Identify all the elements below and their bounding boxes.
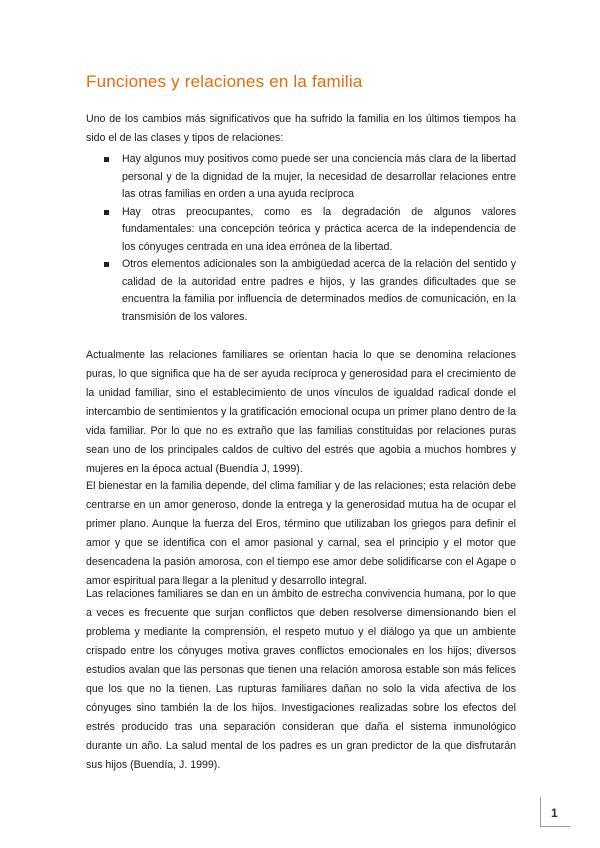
page-number: 1 xyxy=(551,806,558,820)
bullet-text: Hay otras preocupantes, como es la degradación de algunos valores fundamentales: una concepción teórica y práctica acerca de la independencia de los cónyuges centrada en una idea errónea de la libertad. xyxy=(122,205,516,253)
footer-rule-vertical xyxy=(540,797,541,827)
body-paragraph: El bienestar en la familia depende, del clima familiar y de las relaciones; esta relación debe centrarse en un amor generoso, donde la entrega y la generosidad mutua ha de ocupar el primer plano. Aunque la fuerza del Eros, término que utilizaban los griegos para definir el amor y que se identifica con el amor pasional y carnal, sea el principio y el motor que desencadena la pasión amorosa, con el tiempo ese amor debe solidificarse con el Agape o amor espiritual para llegar a la plenitud y desarrollo integral. xyxy=(86,480,516,587)
footer-rule-horizontal xyxy=(540,826,570,827)
bullet-item xyxy=(86,256,516,326)
bullet-text: Otros elementos adicionales son la ambigüedad acerca de la relación del sentido y calidad de la autoridad entre padres e hijos, y las grandes dificultades que se encuentra la familia por influencia de determinados medios de comunicación, en la transmisión de los valores. xyxy=(122,258,516,323)
intro-paragraph: Uno de los cambios más significativos que ha sufrido la familia en los últimos tiempos ha sido el de las clases y tipos de relaciones: xyxy=(86,113,516,144)
square-bullet-icon xyxy=(104,210,109,215)
bullet-list xyxy=(86,151,516,326)
page-title: Funciones y relaciones en la familia xyxy=(86,72,363,91)
square-bullet-icon xyxy=(104,262,109,267)
body-paragraph: Las relaciones familiares se dan en un ámbito de estrecha convivencia humana, por lo que a veces es frecuente que surjan conflictos que deben resolverse dimensionando bien el problema y mediante la comprensión, el respeto mutuo y el diálogo ya que un ambiente crispado entre los cónyuges motiva graves conflictos emocionales en los hijos; diversos estudios avalan que las personas que tienen una relación amorosa estable son más felices que los que no la tienen. Las rupturas familiares dañan no solo la vida afectiva de los cónyuges sino también la de los hijos. Investigaciones realizadas sobre los efectos del estrés producido tras una separación consideran que daña el sistema inmunológico durante un año. La salud mental de los padres es un gran predictor de la que disfrutarán sus hijos (Buendía, J. 1999). xyxy=(86,588,516,771)
square-bullet-icon xyxy=(104,157,109,162)
bullet-item xyxy=(86,151,516,204)
bullet-text: Hay algunos muy positivos como puede ser una conciencia más clara de la libertad personal y de la dignidad de la mujer, la necesidad de desarrollar relaciones entre las otras familias en orden a una ayuda recíproca xyxy=(122,153,516,200)
body-paragraph: Actualmente las relaciones familiares se orientan hacia lo que se denomina relaciones puras, lo que significa que ha de ser ayuda recíproca y generosidad para el crecimiento de la unidad familiar, sino el establecimiento de unos vínculos de igualdad radical donde el intercambio de sentimientos y la gratificación emocional ocupa un primer plano dentro de la vida familiar. Por lo que no es extraño que las familias constituidas por relaciones puras sean uno de los principales caldos de cultivo del estrés que agobia a muchos hombres y mujeres en la época actual (Buendía J, 1999). xyxy=(86,349,516,475)
bullet-item xyxy=(86,204,516,257)
